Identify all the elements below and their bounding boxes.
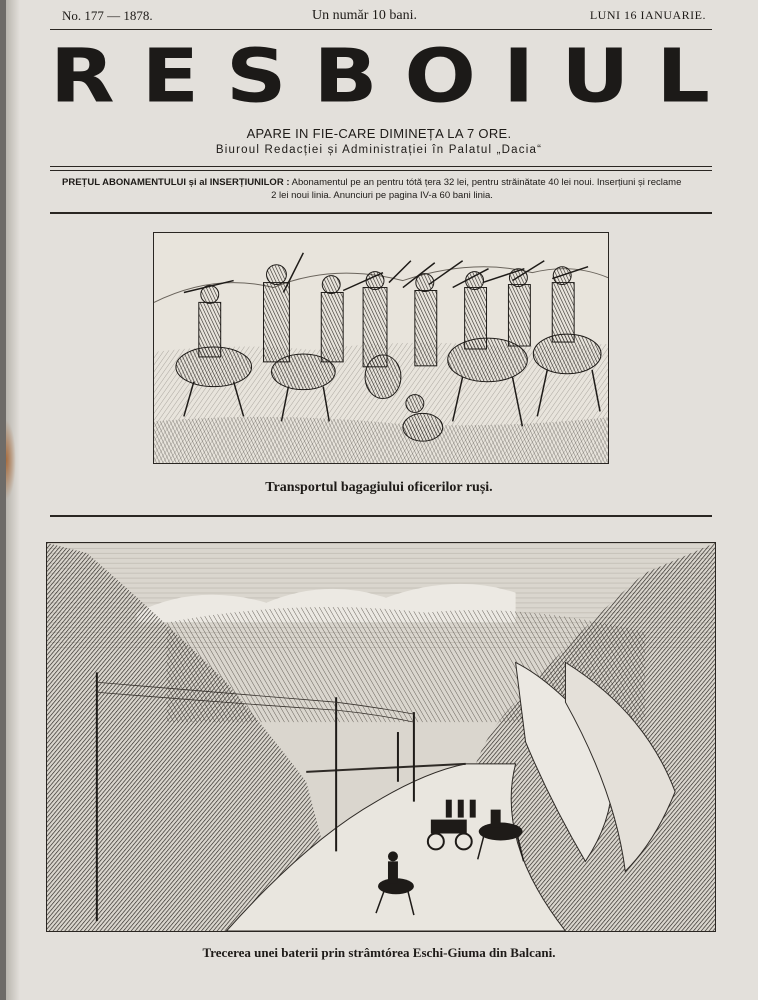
office-address: Biuroul Redacției și Administrației în Palatul „Dacia“: [215, 144, 543, 156]
publication-schedule: APARE IN FIE-CARE DIMINEȚA LA 7 ORE.: [246, 126, 512, 141]
masthead-letter: L: [656, 32, 712, 120]
masthead-letter: O: [404, 32, 478, 120]
masthead-letter: R: [50, 32, 117, 120]
masthead-letter: I: [502, 32, 537, 120]
issue-date: LUNI 16 IANUARIE.: [589, 8, 706, 22]
masthead-letter: B: [313, 32, 380, 120]
subtitle-rule-2: [50, 170, 712, 171]
section-rule: [50, 515, 712, 517]
illustration-baggage-transport: [153, 232, 609, 464]
subscription-text: Abonamentul pe an pentru tótă țera 32 lei, pentru străinătate 40 lei noui. Inserțiuni și reclame: [291, 177, 682, 188]
subtitle-rule: [50, 166, 712, 167]
subscription-text-2: 2 lei noui linia. Anunciuri pe pagina IV-a 60 bani linia.: [271, 190, 493, 201]
illustration-balkan-pass: [46, 542, 716, 932]
header-line: [50, 6, 710, 28]
subscription-info: [62, 176, 702, 202]
masthead-letter: S: [226, 32, 289, 120]
subscription-label: PREȚUL ABONAMENTULUI și al INSERȚIUNILOR :: [62, 177, 290, 188]
subscription-rule: [50, 212, 712, 214]
header-rule: [50, 29, 712, 30]
masthead-letter: E: [141, 32, 202, 120]
issue-number: No. 177 — 1878.: [62, 8, 153, 23]
issue-price: Un număr 10 bani.: [312, 8, 417, 23]
masthead-title: [50, 34, 712, 118]
masthead-letter: U: [561, 32, 632, 120]
caption-balkan-pass: Trecerea unei baterii prin strâmtórea Eschi-Giuma din Balcani.: [202, 945, 556, 960]
caption-baggage-transport: Transportul bagagiului oficerilor ruși.: [265, 480, 493, 495]
